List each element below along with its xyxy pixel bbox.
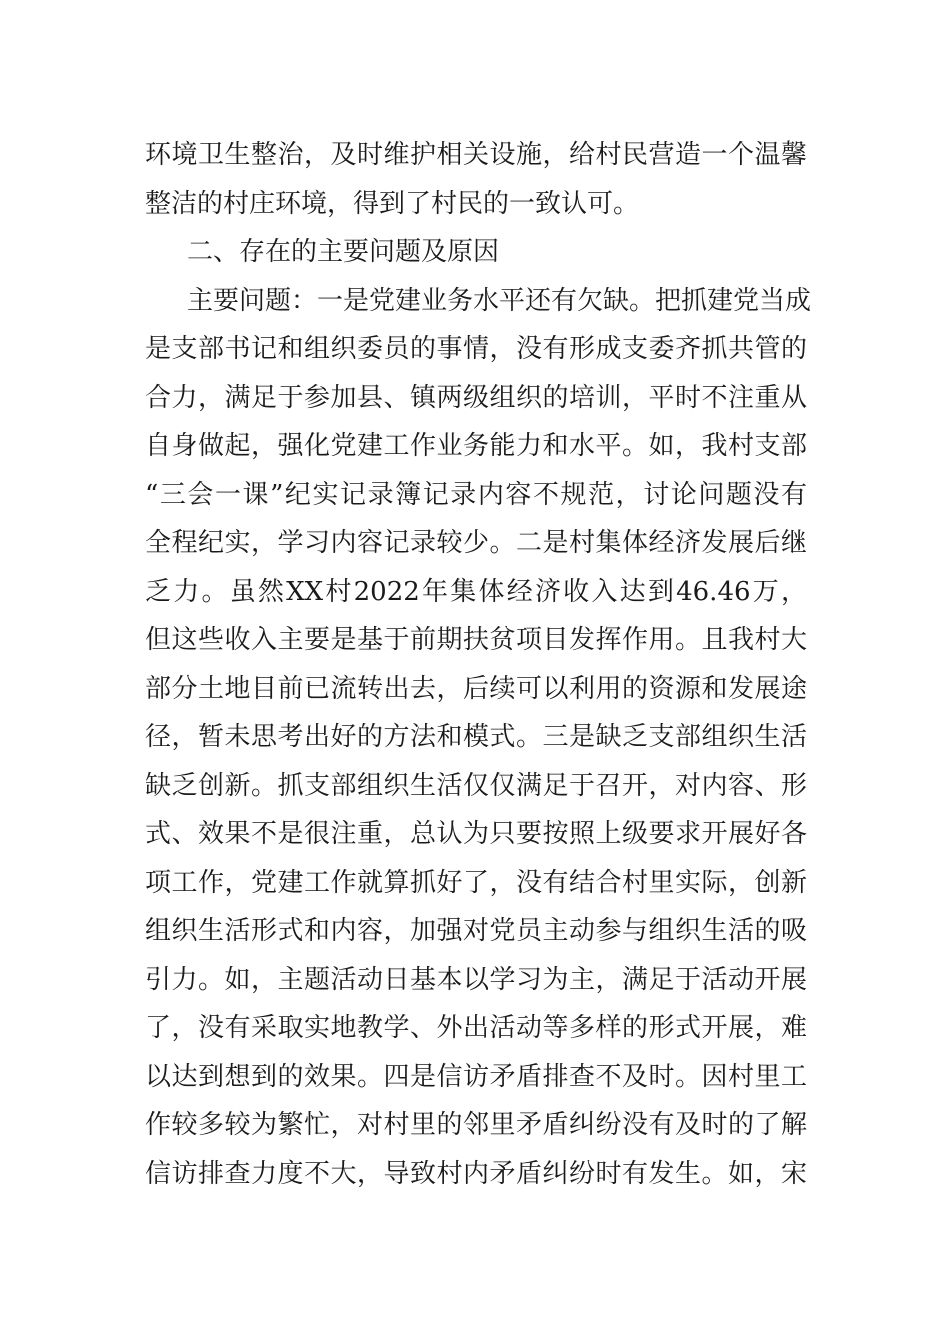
text-line: 组织生活形式和内容，加强对党员主动参与组织生活的吸 bbox=[145, 916, 807, 946]
text-line: 作较多较为繁忙，对村里的邻里矛盾纠纷没有及时的了解 bbox=[145, 1110, 807, 1140]
text-line: 了，没有采取实地教学、外出活动等多样的形式开展，难 bbox=[145, 1013, 807, 1043]
text-line: 引力。如，主题活动日基本以学习为主，满足于活动开展 bbox=[145, 964, 807, 995]
body-text bbox=[145, 131, 812, 1198]
text-line: “三会一课”纪实记录簿记录内容不规范，讨论问题没有 bbox=[145, 479, 807, 510]
text-line: 主要问题：一是党建业务水平还有欠缺。把抓建党当成 bbox=[187, 285, 812, 316]
text-line: 乏力。虽然XX村2022年集体经济收入达到46.46万， bbox=[145, 576, 807, 607]
text-line: 式、效果不是很注重，总认为只要按照上级要求开展好各 bbox=[145, 819, 807, 849]
text-line: 部分土地目前已流转出去，后续可以利用的资源和发展途 bbox=[145, 673, 807, 704]
text-line: 是支部书记和组织委员的事情，没有形成支委齐抓共管的 bbox=[145, 334, 807, 364]
text-line: 缺乏创新。抓支部组织生活仅仅满足于召开，对内容、形 bbox=[145, 770, 807, 801]
text-line: 整洁的村庄环境，得到了村民的一致认可。 bbox=[145, 188, 640, 219]
text-line: 信访排查力度不大，导致村内矛盾纠纷时有发生。如，宋 bbox=[145, 1158, 807, 1189]
section-heading: 二、存在的主要问题及原因 bbox=[187, 237, 500, 267]
text-line: 以达到想到的效果。四是信访矛盾排查不及时。因村里工 bbox=[145, 1061, 807, 1092]
text-line: 项工作，党建工作就算抓好了，没有结合村里实际，创新 bbox=[145, 867, 807, 898]
text-line: 自身做起，强化党建工作业务能力和水平。如，我村支部 bbox=[145, 431, 807, 461]
text-line: 径，暂未思考出好的方法和模式。三是缺乏支部组织生活 bbox=[145, 722, 807, 752]
text-line: 环境卫生整治，及时维护相关设施，给村民营造一个温馨 bbox=[145, 140, 807, 170]
text-line: 合力，满足于参加县、镇两级组织的培训，平时不注重从 bbox=[145, 382, 807, 413]
text-line: 全程纪实，学习内容记录较少。二是村集体经济发展后继 bbox=[145, 528, 807, 558]
text-line: 但这些收入主要是基于前期扶贫项目发挥作用。且我村大 bbox=[145, 625, 807, 655]
